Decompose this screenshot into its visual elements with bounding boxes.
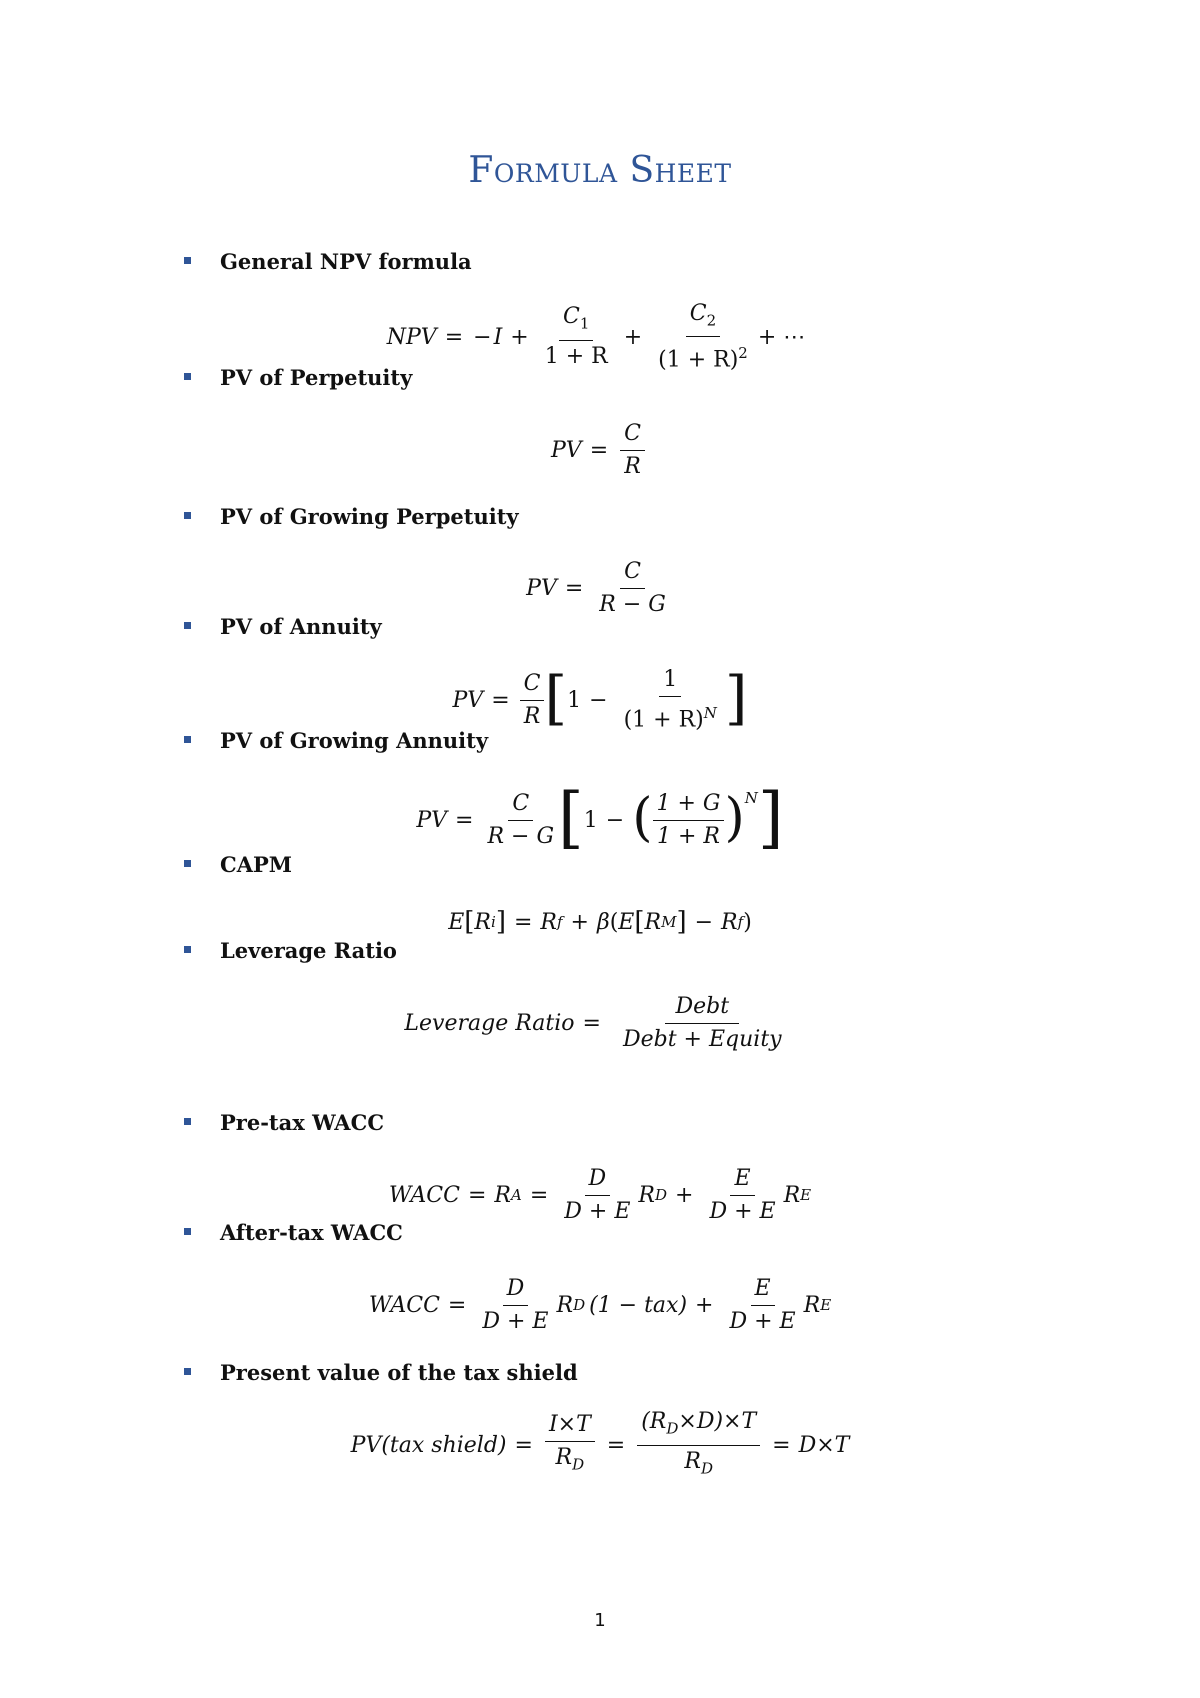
section-heading-label: General NPV formula <box>220 248 472 274</box>
formula-leverage: Leverage Ratio = $\frac{\text{Debt}}{\text{Debt + Equity}}$ <box>0 988 1200 1058</box>
fraction: $\frac{D}{D + E}$ <box>482 1275 549 1334</box>
formula-capm: E [ R i ] = R f + β ( E [ R M ] − R f ) <box>448 907 752 937</box>
section-heading-growing-annuity <box>184 726 488 754</box>
formula-aftertax-wacc: WACC = $\frac{D}{D + E}$ R D (1 − tax) + $\frac{E}{D + E}$ R E <box>368 1275 832 1334</box>
section-heading-label: PV of Growing Perpetuity <box>220 503 519 529</box>
section-heading-label: Present value of the tax shield <box>220 1359 578 1385</box>
formula-npv: NPV = − I + $\frac{C_1}{1 + R}$ + $\frac{C_2}{(1 + R)^2}$ + ⋯ <box>386 300 806 373</box>
section-heading-capm <box>184 850 292 878</box>
page-number: 1 <box>594 1610 606 1631</box>
bullet-icon <box>184 257 191 264</box>
section-heading-label: PV of Perpetuity <box>220 364 413 390</box>
fraction: $\frac{C}{R}$ <box>620 420 645 481</box>
bullet-icon <box>184 1228 191 1235</box>
bullet-icon <box>184 373 191 380</box>
section-heading-leverage <box>184 936 397 964</box>
fraction: $\frac{1 + G}{1 + R}$ <box>653 790 725 851</box>
bullet-icon <box>184 860 191 867</box>
bullet-icon <box>184 622 191 629</box>
fraction: $\frac{C_1}{1 + R}$ <box>544 304 608 369</box>
section-heading-annuity <box>184 612 382 640</box>
section-heading-label: Leverage Ratio <box>220 937 397 963</box>
fraction: $\frac{\text{Debt}}{\text{Debt + Equity}}$ <box>622 993 782 1052</box>
fraction: $\frac{E}{D + E}$ <box>709 1165 776 1224</box>
section-heading-label: After-tax WACC <box>220 1219 403 1245</box>
section-heading-label: Pre-tax WACC <box>220 1109 385 1135</box>
section-heading-perpetuity <box>184 363 412 391</box>
section-heading-label: PV of Annuity <box>220 613 382 639</box>
section-heading-growing-perpetuity <box>184 502 519 530</box>
fraction: $\frac{(R_D\times D)\times T}{R_D}$ <box>637 1408 760 1482</box>
fraction: $\frac{D}{D + E}$ <box>564 1165 631 1224</box>
section-heading-label: PV of Growing Annuity <box>220 727 489 753</box>
formula-annuity: PV = $\frac{C}{R}$ [ 1 − $\frac{1}{(1 + R)^N}$ ] <box>452 664 748 733</box>
formula-growing-perpetuity: PV = $\frac{C}{R - G}$ <box>0 553 1200 623</box>
fraction: $\frac{I\times T}{R_D}$ <box>545 1411 595 1478</box>
fraction: $\frac{C}{R - G}$ <box>599 558 666 617</box>
page-title: Formula Sheet <box>468 150 732 191</box>
section-heading-tax-shield <box>184 1358 578 1386</box>
section-heading-aftertax-wacc <box>184 1218 403 1246</box>
fraction: $\frac{C_2}{(1 + R)^2}$ <box>658 300 748 373</box>
formula-pretax-wacc: WACC = R A = $\frac{D}{D + E}$ R D + $\frac{E}{D + E}$ R E <box>388 1165 812 1224</box>
bullet-icon <box>184 1368 191 1375</box>
formula-tax-shield: PV(tax shield) = $\frac{I\times T}{R_D}$ = $\frac{(R_D\times D)\times T}{R_D}$ = D×T <box>0 1410 1200 1480</box>
section-heading-label: CAPM <box>220 851 293 877</box>
bullet-icon <box>184 1118 191 1125</box>
section-heading-npv <box>184 247 472 275</box>
fraction: $\frac{E}{D + E}$ <box>729 1275 796 1334</box>
bullet-icon <box>184 736 191 743</box>
fraction: $\frac{1}{(1 + R)^N}$ <box>623 666 717 733</box>
bullet-icon <box>184 512 191 519</box>
formula-growing-annuity: PV = $\frac{C}{R - G}$ [ 1 − ( $\frac{1 + G}{1 + R}$ ) $^N$ ] <box>416 779 784 856</box>
formula-perpetuity: PV = $\frac{C}{R}$ <box>0 415 1200 485</box>
section-heading-pretax-wacc <box>184 1108 384 1136</box>
fraction: $\frac{C}{R - G}$ <box>487 790 555 849</box>
fraction: $\frac{C}{R}$ <box>520 670 545 731</box>
bullet-icon <box>184 946 191 953</box>
